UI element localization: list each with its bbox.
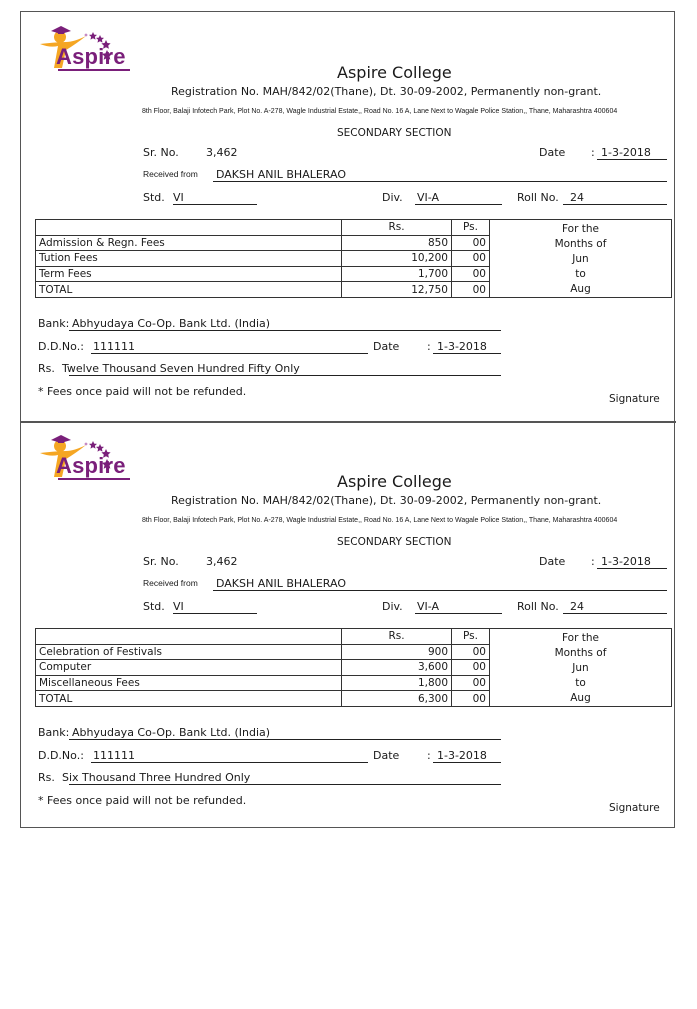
total-ps: 00 xyxy=(452,691,490,707)
std-underline xyxy=(173,613,257,614)
logo-underline xyxy=(58,478,130,480)
received-from-value: DAKSH ANIL BHALERAO xyxy=(216,168,346,181)
fee-rs: 1,800 xyxy=(342,675,452,691)
amount-words-label: Rs. xyxy=(38,771,55,784)
std-underline xyxy=(173,204,257,205)
fee-ps: 00 xyxy=(452,644,490,660)
bank-label: Bank: xyxy=(38,726,70,739)
fee-label: Miscellaneous Fees xyxy=(36,675,342,691)
ps-header: Ps. xyxy=(452,220,490,236)
received-from-value: DAKSH ANIL BHALERAO xyxy=(216,577,346,590)
month-until: Aug xyxy=(570,283,591,295)
registration-info: Registration No. MAH/842/02(Thane), Dt. 30-09-2002, Permanently non-grant. xyxy=(171,494,602,507)
roll-no-value: 24 xyxy=(570,600,584,613)
bank-value: Abhyudaya Co-Op. Bank Ltd. (India) xyxy=(72,317,271,330)
dd-date-separator: : xyxy=(427,749,431,762)
registration-info: Registration No. MAH/842/02(Thane), Dt. 30-09-2002, Permanently non-grant. xyxy=(171,85,602,98)
months-of-label: Months of xyxy=(554,647,607,659)
month-to-label: to xyxy=(575,677,586,689)
logo-wordmark: Aspire xyxy=(56,44,126,69)
date-separator: : xyxy=(591,146,595,159)
amount-words-underline xyxy=(69,784,501,785)
college-name: Aspire College xyxy=(337,472,452,491)
roll-no-value: 24 xyxy=(570,191,584,204)
refund-note: * Fees once paid will not be refunded. xyxy=(38,794,247,807)
college-address: 8th Floor, Balaji Infotech Park, Plot No. A-278, Wagle Industrial Estate,, Road No. 16 A, Lane Next to Wagale Police Station,, Thane, Maharashtra 400604 xyxy=(142,517,618,524)
dd-date-separator: : xyxy=(427,340,431,353)
total-rs: 6,300 xyxy=(342,691,452,707)
fee-rs: 1,700 xyxy=(342,266,452,282)
fee-label: Tution Fees xyxy=(36,251,342,267)
received-from-underline xyxy=(213,181,667,182)
rs-header: Rs. xyxy=(342,629,452,645)
sr-no-label: Sr. No. xyxy=(143,555,179,568)
signature-label: Signature xyxy=(609,393,660,405)
div-underline xyxy=(415,204,502,205)
date-label: Date xyxy=(539,146,566,159)
particulars-header xyxy=(36,629,342,645)
std-value: VI xyxy=(173,191,184,204)
fee-label: Term Fees xyxy=(36,266,342,282)
table-header-row xyxy=(36,629,672,645)
months-of-label: Months of xyxy=(554,238,607,250)
dd-no-underline xyxy=(91,353,368,354)
fee-label: Computer xyxy=(36,660,342,676)
dd-date-value: 1-3-2018 xyxy=(437,749,487,762)
bank-label: Bank: xyxy=(38,317,70,330)
month-from: Jun xyxy=(572,253,589,265)
roll-no-label: Roll No. xyxy=(517,191,559,204)
date-label: Date xyxy=(539,555,566,568)
amount-words-label: Rs. xyxy=(38,362,55,375)
ps-header: Ps. xyxy=(452,629,490,645)
dd-no-value: 111111 xyxy=(93,749,135,762)
fee-rs: 3,600 xyxy=(342,660,452,676)
received-from-label: Received from xyxy=(143,169,198,179)
date-value: 1-3-2018 xyxy=(601,146,651,159)
fee-rs: 10,200 xyxy=(342,251,452,267)
month-to-label: to xyxy=(575,268,586,280)
fee-receipt-1 xyxy=(0,0,697,410)
dd-date-underline xyxy=(433,353,501,354)
rs-header: Rs. xyxy=(342,220,452,236)
bank-underline xyxy=(69,330,501,331)
amount-words-underline xyxy=(69,375,501,376)
dd-no-value: 111111 xyxy=(93,340,135,353)
fee-receipt-2 xyxy=(0,409,697,819)
fee-label: Admission & Regn. Fees xyxy=(36,235,342,251)
logo-wordmark: Aspire xyxy=(56,453,126,478)
fee-rs: 900 xyxy=(342,644,452,660)
sr-no-value: 3,462 xyxy=(206,555,238,568)
months-heading: For the xyxy=(562,223,599,235)
received-from-label: Received from xyxy=(143,578,198,588)
months-heading: For the xyxy=(562,632,599,644)
total-rs: 12,750 xyxy=(342,282,452,298)
amount-words-value: Six Thousand Three Hundred Only xyxy=(62,771,251,784)
dd-date-value: 1-3-2018 xyxy=(437,340,487,353)
bank-value: Abhyudaya Co-Op. Bank Ltd. (India) xyxy=(72,726,271,739)
sr-no-value: 3,462 xyxy=(206,146,238,159)
div-label: Div. xyxy=(382,600,403,613)
date-value: 1-3-2018 xyxy=(601,555,651,568)
fee-rs: 850 xyxy=(342,235,452,251)
total-ps: 00 xyxy=(452,282,490,298)
fees-table xyxy=(35,219,672,298)
bank-underline xyxy=(69,739,501,740)
refund-note: * Fees once paid will not be refunded. xyxy=(38,385,247,398)
fee-ps: 00 xyxy=(452,251,490,267)
total-label: TOTAL xyxy=(36,691,342,707)
amount-words-value: Twelve Thousand Seven Hundred Fifty Only xyxy=(62,362,300,375)
section-title: SECONDARY SECTION xyxy=(337,127,452,139)
sr-no-label: Sr. No. xyxy=(143,146,179,159)
total-label: TOTAL xyxy=(36,282,342,298)
month-from: Jun xyxy=(572,662,589,674)
date-underline xyxy=(597,159,667,160)
table-header-row xyxy=(36,220,672,236)
logo-underline xyxy=(58,69,130,71)
roll-no-label: Roll No. xyxy=(517,600,559,613)
std-value: VI xyxy=(173,600,184,613)
dd-no-label: D.D.No.: xyxy=(38,340,84,353)
fee-ps: 00 xyxy=(452,266,490,282)
roll-no-underline xyxy=(563,613,667,614)
dd-no-underline xyxy=(91,762,368,763)
aspire-logo xyxy=(36,427,136,487)
dd-date-label: Date xyxy=(373,340,400,353)
div-label: Div. xyxy=(382,191,403,204)
college-name: Aspire College xyxy=(337,63,452,82)
dd-no-label: D.D.No.: xyxy=(38,749,84,762)
fee-ps: 00 xyxy=(452,675,490,691)
date-underline xyxy=(597,568,667,569)
fees-table xyxy=(35,628,672,707)
months-cell xyxy=(490,629,672,707)
roll-no-underline xyxy=(563,204,667,205)
std-label: Std. xyxy=(143,600,165,613)
div-value: VI-A xyxy=(417,600,440,613)
fee-ps: 00 xyxy=(452,235,490,251)
dd-date-label: Date xyxy=(373,749,400,762)
div-value: VI-A xyxy=(417,191,440,204)
date-separator: : xyxy=(591,555,595,568)
fee-ps: 00 xyxy=(452,660,490,676)
fee-label: Celebration of Festivals xyxy=(36,644,342,660)
dd-date-underline xyxy=(433,762,501,763)
aspire-logo xyxy=(36,18,136,78)
received-from-underline xyxy=(213,590,667,591)
college-address: 8th Floor, Balaji Infotech Park, Plot No. A-278, Wagle Industrial Estate,, Road No. 16 A, Lane Next to Wagale Police Station,, Thane, Maharashtra 400604 xyxy=(142,108,618,115)
month-until: Aug xyxy=(570,692,591,704)
signature-label: Signature xyxy=(609,802,660,814)
months-cell xyxy=(490,220,672,298)
section-title: SECONDARY SECTION xyxy=(337,536,452,548)
div-underline xyxy=(415,613,502,614)
std-label: Std. xyxy=(143,191,165,204)
particulars-header xyxy=(36,220,342,236)
